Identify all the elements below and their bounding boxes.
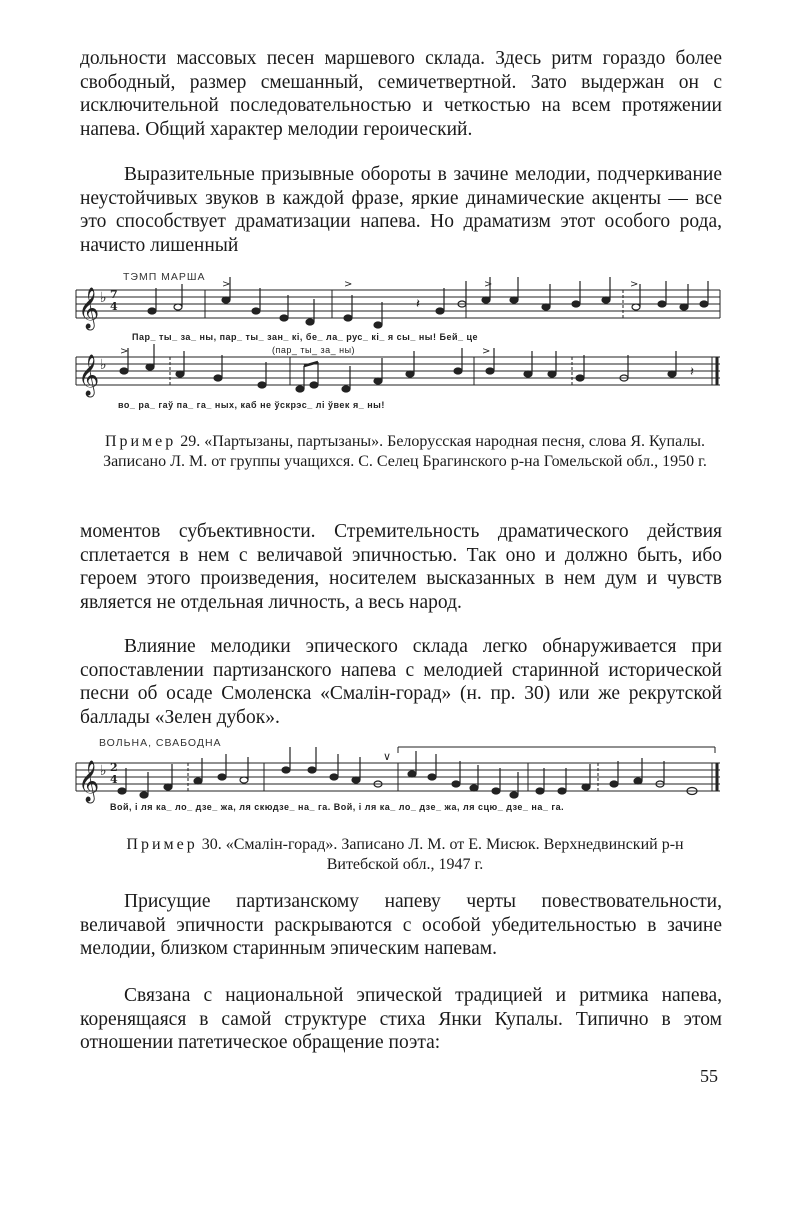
example29-lyrics-alt: (пар_ ты_ за_ ны) xyxy=(272,345,356,355)
svg-text:∨: ∨ xyxy=(383,750,392,763)
svg-text:>: > xyxy=(630,279,639,290)
svg-text:>: > xyxy=(482,346,491,357)
page-number: 55 xyxy=(700,1066,718,1086)
paragraph-5: Присущие партизанскому напеву черты повествовательности, величавой эпичности раскрываются с особой убедительностью в зачине мелодии, близком старинным эпическим напевам. xyxy=(80,891,722,959)
example29-lyrics-line2: во_ ра_ гаў па_ га_ ных, каб не ўскрэс_ лі ўвек я_ ны! xyxy=(118,400,385,410)
paragraph-2: Выразительные призывные обороты в зачине мелодии, подчеркивание неустойчивых звуков в каждой фразе, яркие динамические акценты — все это способствует драматизации напева. Но драматизм этот особого рода, начисто лишенный xyxy=(80,164,722,256)
svg-text:𝄽: 𝄽 xyxy=(690,365,694,380)
paragraph-1: дольности массовых песен маршевого склада. Здесь ритм гораздо более свободный, размер смешанный, семичетвертной. Зато выдержан он с исключительной последовательностью и четкостью на всем протяжении напева. Общий характер мелодии героический. xyxy=(80,48,722,140)
svg-text:𝄽: 𝄽 xyxy=(416,297,420,312)
example30-caption-text: 30. «Смалін-горад». Записано Л. М. от Е. Мисюк. Верхнедвинский р-н Витебской обл., 1947 г. xyxy=(201,836,684,873)
example29-tempo: ТЭМП МАРША xyxy=(123,271,206,283)
svg-text:>: > xyxy=(344,279,353,290)
svg-text:>: > xyxy=(120,346,129,357)
paragraph-6: Связана с национальной эпической традицией и ритмика напева, коренящаяся в самой структуре стиха Янки Купалы. Типично в этом отношении патетическое обращение поэта: xyxy=(80,985,722,1053)
example29-caption-label: Пример xyxy=(104,433,177,450)
svg-text:𝄞: 𝄞 xyxy=(78,288,100,329)
example30-caption xyxy=(92,835,718,875)
svg-text:𝄞: 𝄞 xyxy=(78,355,100,396)
svg-text:4: 4 xyxy=(110,773,118,786)
example29-lyrics-line1: Пар_ ты_ за_ ны, пар_ ты_ зан_ кі, бе_ ла_ рус_ кі_ я сы_ ны! Бей_ це xyxy=(132,332,479,342)
example29-caption-text: 29. «Партызаны, партызаны». Белорусская народная песня, слова Я. Купалы. Записано Л. М. от группы учащихся. С. Селец Брагинского р-на Гомельской обл., 1950 г. xyxy=(103,433,707,470)
svg-text:2: 2 xyxy=(110,761,118,774)
svg-text:♭: ♭ xyxy=(100,290,107,306)
svg-text:>: > xyxy=(222,279,231,290)
svg-text:>: > xyxy=(484,279,493,290)
example30-tempo: ВОЛЬНА, СВАБОДНА xyxy=(99,737,222,749)
svg-text:♭: ♭ xyxy=(100,357,107,373)
paragraph-3: моментов субъективности. Стремительность драматического действия сплетается в нем с величавой эпичностью. Так оно и должно быть, ибо героем этого произведения, носителем высказанных в нем дум и чувств является не отдельная личность, а весь народ. xyxy=(80,521,722,613)
svg-text:4: 4 xyxy=(110,300,118,313)
svg-text:7: 7 xyxy=(110,288,118,301)
example30-caption-label: Пример xyxy=(126,836,198,853)
paragraph-4: Влияние мелодики эпического склада легко обнаруживается при сопоставлении партизанского напева с мелодией старинной исторической песни об осаде Смоленска «Смалін-горад» (н. пр. 30) или же рекрутской баллады «Зелен дубок». xyxy=(80,636,722,728)
svg-text:𝄞: 𝄞 xyxy=(78,761,100,802)
example30-lyrics: Вой, і ля ка_ ло_ дзе_ жа, ля скюдзе_ на_ га. Вой, і ля ка_ ло_ дзе_ жа, ля сцю_ дзе_ на_ га. xyxy=(110,802,565,812)
svg-text:♭: ♭ xyxy=(100,763,107,779)
